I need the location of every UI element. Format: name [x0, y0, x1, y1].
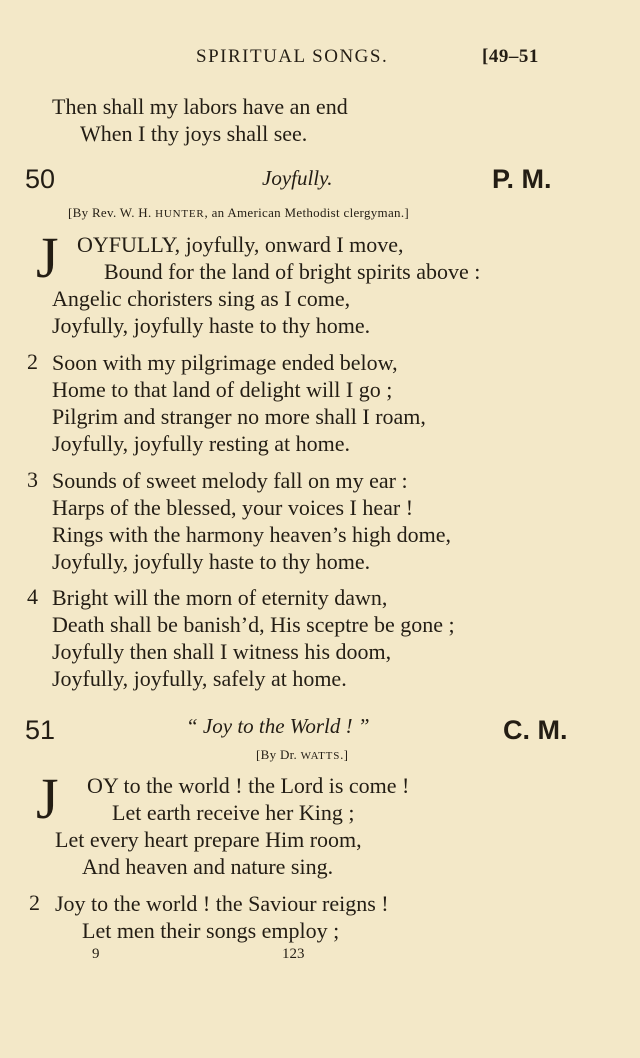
hymn-50-author-pre: [By Rev. W. H. — [68, 205, 152, 220]
hymn-50-author-name: HUNTER — [155, 208, 205, 220]
hymn-50-v2-line-3: Pilgrim and stranger no more shall I roam, — [52, 404, 426, 429]
hymn-50-verse-3-number: 3 — [27, 467, 38, 492]
hymn-50-author-post: , an American Methodist clergyman.] — [204, 205, 409, 220]
hymn-50-v2-line-1: Soon with my pilgrimage ended below, — [52, 350, 398, 375]
hymn-50-dropcap: J — [36, 225, 59, 290]
hymn-51-author-post: .] — [340, 747, 349, 762]
hymn-50-v2-line-2: Home to that land of delight will I go ; — [52, 377, 393, 402]
hymn-50-v1-line-1: OYFULLY, joyfully, onward I move, — [77, 232, 404, 257]
hymn-50-v4-line-1: Bright will the morn of eternity dawn, — [52, 585, 388, 610]
hymn-51-verse-2-number: 2 — [29, 890, 40, 915]
page-number: 123 — [282, 946, 305, 962]
hymn-50-meter: P. M. — [492, 164, 552, 194]
hymn-51-number: 51 — [25, 715, 56, 745]
hymn-51-meter: C. M. — [503, 715, 568, 745]
hymn-50-v1-line-3: Angelic choristers sing as I come, — [52, 286, 351, 311]
running-header-title: SPIRITUAL SONGS. — [196, 46, 389, 67]
hymn-51-v1-line-1: OY to the world ! the Lord is come ! — [87, 773, 410, 798]
hymn-50-v4-line-4: Joyfully, joyfully, safely at home. — [52, 666, 347, 691]
running-header-hymn-range: [49–51 — [482, 46, 539, 67]
hymn-51-v1-line-2: Let earth receive her King ; — [112, 800, 355, 825]
hymn-50-v4-line-2: Death shall be banish’d, His sceptre be gone ; — [52, 612, 455, 637]
prev-hymn-line-2: When I thy joys shall see. — [80, 121, 308, 146]
hymn-51-title: “ Joy to the World ! ” — [186, 714, 370, 738]
hymn-51-v2-line-1: Joy to the world ! the Saviour reigns ! — [55, 891, 389, 916]
hymn-50-title: Joyfully. — [262, 166, 333, 190]
hymn-50-number: 50 — [25, 164, 56, 194]
hymn-51-author-pre: [By Dr. — [256, 747, 298, 762]
hymn-50-verse-4-number: 4 — [27, 584, 38, 609]
prev-hymn-line-1: Then shall my labors have an end — [52, 94, 348, 119]
signature-mark: 9 — [92, 946, 100, 962]
hymn-51-dropcap: J — [36, 766, 59, 831]
hymn-50-v3-line-1: Sounds of sweet melody fall on my ear : — [52, 468, 408, 493]
hymn-50-v1-line-4: Joyfully, joyfully haste to thy home. — [52, 313, 371, 338]
hymn-51-v1-line-3: Let every heart prepare Him room, — [55, 827, 362, 852]
hymn-50-v1-line-2: Bound for the land of bright spirits above : — [104, 259, 481, 284]
hymn-50-v3-line-2: Harps of the blessed, your voices I hear ! — [52, 495, 414, 520]
hymn-50-v2-line-4: Joyfully, joyfully resting at home. — [52, 431, 350, 456]
hymn-51-author — [256, 747, 348, 763]
hymn-50-verse-2-number: 2 — [27, 349, 38, 374]
hymn-50-v4-line-3: Joyfully then shall I witness his doom, — [52, 639, 392, 664]
hymn-51-author-name: WATTS — [300, 750, 341, 762]
hymn-51-v1-line-4: And heaven and nature sing. — [82, 854, 334, 879]
hymn-50-v3-line-3: Rings with the harmony heaven’s high dome, — [52, 522, 451, 547]
hymn-51-v2-line-2: Let men their songs employ ; — [82, 918, 340, 943]
hymn-50-v3-line-4: Joyfully, joyfully haste to thy home. — [52, 549, 371, 574]
hymn-50-author — [68, 205, 409, 221]
